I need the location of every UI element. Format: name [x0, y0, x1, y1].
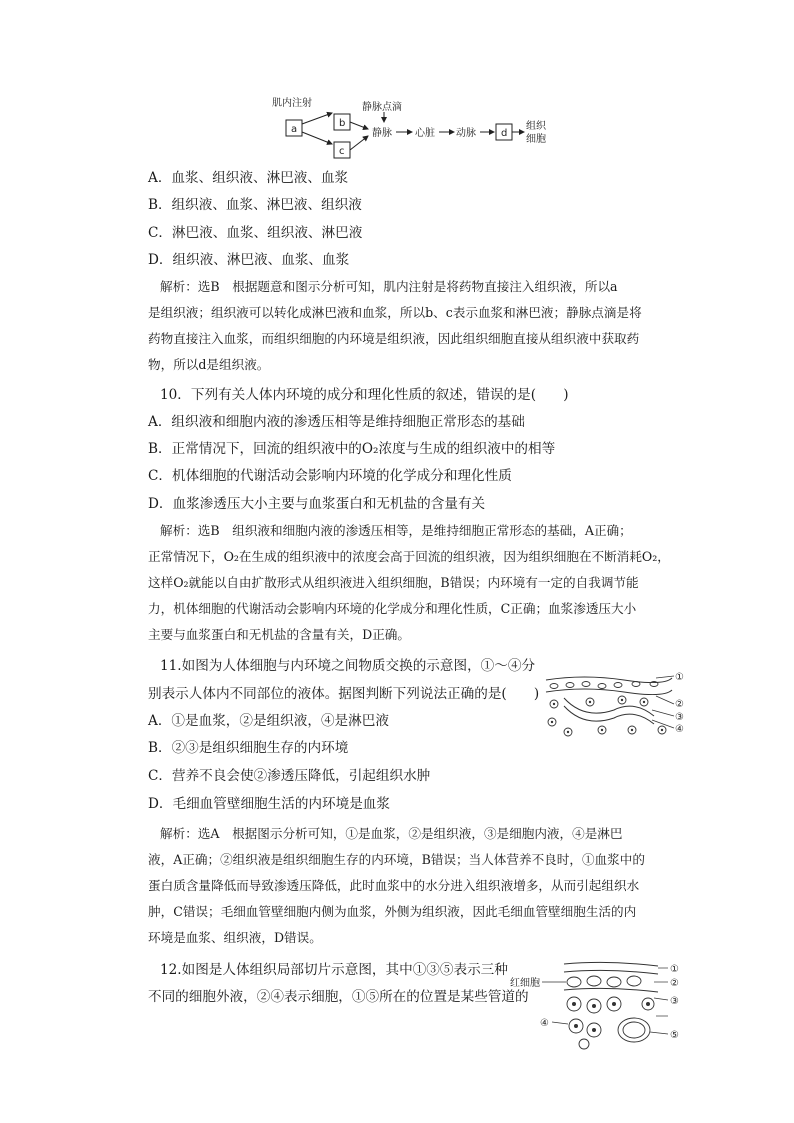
q9-option-c: C．淋巴液、血浆、组织液、淋巴液: [148, 225, 363, 241]
q11-explanation-line: 解析：选A 根据图示分析可知，①是血浆，②是组织液，③是细胞内液，④是淋巴: [160, 826, 623, 841]
q12-stem-continued: 不同的细胞外液，②④表示细胞，①⑤所在的位置是某些管道的: [148, 989, 529, 1005]
label-inject: 肌内注射: [272, 98, 312, 109]
q10-explanation-line: 这样O₂就能以自由扩散形式从组织液进入组织细胞，B错误；内环境有一定的自我调节能: [148, 575, 639, 590]
q9-explanation-line: 解析：选B 根据题意和图示分析可知，肌内注射是将药物直接注入组织液，所以a: [160, 279, 618, 294]
label-drip: 静脉点滴: [362, 102, 402, 113]
label-heart: 心脏: [415, 128, 435, 139]
q12-label-4: ④: [540, 1018, 549, 1029]
q10-explanation-line: 正常情况下，O₂在生成的组织液中的浓度会高于回流的组织液，因为组织细胞在不断消耗O₂，: [148, 549, 670, 564]
q10-option-c: C．机体细胞的代谢活动会影响内环境的化学成分和理化性质: [148, 468, 512, 484]
q11-option-a: A．①是血浆，②是组织液，④是淋巴液: [148, 713, 389, 729]
q12-label-rbc: 红细胞: [510, 978, 540, 989]
q10-explanation-line: 主要与血浆蛋白和无机盐的含量有关，D正确。: [148, 627, 410, 642]
q12-tissue-section-figure: [508, 960, 690, 1050]
svg-text:b: b: [339, 118, 346, 129]
q12-stem: 12.如图是人体组织局部切片示意图，其中①③⑤表示三种: [160, 962, 508, 978]
q11-explanation-line: 环境是血浆、组织液，D错误。: [148, 930, 322, 945]
q12-label-2: ②: [670, 978, 679, 989]
q11-label-4: ④: [675, 724, 684, 735]
q10-stem: 10．下列有关人体内环境的成分和理化性质的叙述，错误的是( ): [160, 387, 569, 403]
q9-explanation-line: 药物直接注入血浆，而组织细胞的内环境是组织液，因此组织细胞直接从组织液中获取药: [148, 331, 640, 346]
q11-label-3: ③: [675, 712, 684, 723]
q11-explanation-line: 肿，C错误；毛细血管壁细胞内侧为血浆，外侧为组织液，因此毛细血管壁细胞生活的内: [148, 904, 637, 919]
q9-explanation-line: 是组织液；组织液可以转化成淋巴液和血浆，所以b、c表示血浆和淋巴液；静脉点滴是将: [148, 305, 642, 320]
q9-explanation-line: 物，所以d是组织液。: [148, 357, 270, 372]
svg-text:c: c: [339, 146, 345, 157]
q9-option-d: D．组织液、淋巴液、血浆、血浆: [148, 252, 350, 268]
drug-flow-diagram: [262, 96, 562, 160]
q12-label-1: ①: [670, 964, 679, 975]
q11-tissue-figure: [544, 670, 690, 740]
q9-option-a: A．血浆、组织液、淋巴液、血浆: [148, 170, 349, 186]
label-vein: 静脉: [372, 128, 392, 139]
svg-text:d: d: [501, 128, 508, 139]
label-tissue: 组织: [526, 121, 546, 132]
q11-label-1: ①: [675, 672, 684, 683]
q11-option-b: B．②③是组织细胞生存的内环境: [148, 740, 349, 756]
q11-stem: 11.如图为人体细胞与内环境之间物质交换的示意图，①～④分: [160, 658, 536, 674]
q11-option-d: D．毛细血管壁细胞生活的内环境是血浆: [148, 796, 390, 812]
svg-text:细胞: 细胞: [526, 134, 546, 145]
svg-text:a: a: [291, 124, 298, 135]
q11-explanation-line: 蛋白质含量降低而导致渗透压降低，此时血浆中的水分进入组织液增多，从而引起组织水: [148, 878, 640, 893]
q9-option-b: B．组织液、血浆、淋巴液、组织液: [148, 197, 362, 213]
q11-option-c: C．营养不良会使②渗透压降低，引起组织水肿: [148, 768, 431, 784]
q12-label-3: ③: [670, 996, 679, 1007]
q11-explanation-line: 液，A正确；②组织液是组织细胞生存的内环境，B错误；当人体营养不良时，①血浆中的: [148, 852, 645, 867]
q10-explanation-line: 解析：选B 组织液和细胞内液的渗透压相等，是维持细胞正常形态的基础，A正确；: [160, 523, 632, 538]
q10-explanation-line: 力，机体细胞的代谢活动会影响内环境的化学成分和理化性质，C正确；血浆渗透压大小: [148, 601, 637, 616]
q11-stem-continued: 别表示人体内不同部位的液体。据图判断下列说法正确的是( ): [148, 686, 540, 702]
q10-option-b: B．正常情况下，回流的组织液中的O₂浓度与生成的组织液中的相等: [148, 441, 556, 457]
q12-label-5: ⑤: [670, 1030, 679, 1041]
q10-option-a: A．组织液和细胞内液的渗透压相等是维持细胞正常形态的基础: [148, 414, 525, 430]
q11-label-2: ②: [675, 699, 684, 710]
label-artery: 动脉: [456, 128, 476, 139]
q10-option-d: D．血浆渗透压大小主要与血浆蛋白和无机盐的含量有关: [148, 496, 486, 512]
